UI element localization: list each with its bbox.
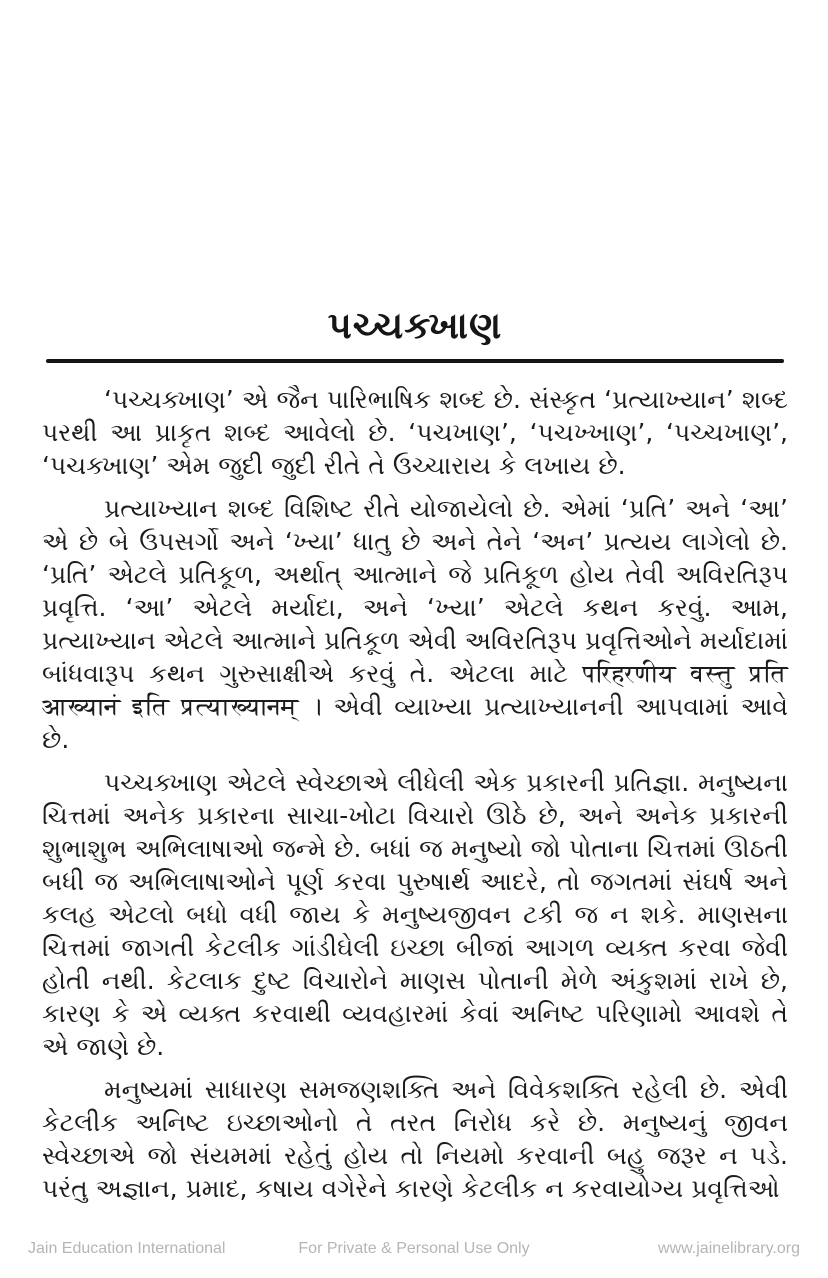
footer-website-label: www.jainelibrary.org [658,1240,800,1257]
paragraph-etymology: પ્રત્યાખ્યાન શબ્દ વિશિષ્ટ રીતે યોજાયેલો છે. એમાં ‘પ્રતિ’ અને ‘આ’ એ છે બે ઉપસર્ગો અને ‘ખ્યા’ ધાતુ છે અને તેને ‘અન’ પ્રત્યય લાગેલો છે. ‘પ્રતિ’ એટલે પ્રતિકૂળ, અર્થાત્ આત્માને જે પ્રતિકૂળ હોય તેવી અવિરતિરૂપ પ્રવૃત્તિ. ‘આ’ એટલે મર્યાદા, અને ‘ખ્યા’ એટલે કથન કરવું. આમ, પ્રત્યાખ્યાન એટલે આત્માને પ્રતિકૂળ એવી અવિરતિરૂપ પ્રવૃત્તિઓને મર્યાદામાં બાંધવારૂપ કથન ગુરુસાક્ષીએ કરવું તે. એટલા માટે परिहरणीय वस्तु प्रति आख्यानं इति प्रत्याख्यानम् । એવી વ્યાખ્યા પ્રત્યાખ્યાનની આપવામાં આવે છે. [42,493,788,754]
page-content [42,0,788,1205]
page-footer [0,1240,828,1258]
title-divider-rule [46,359,784,363]
footer-usage-label: For Private & Personal Use Only [298,1240,530,1257]
page-title: પચ્ચક્ખાણ [327,304,503,347]
paragraph-intro: ‘પચ્ચક્ખાણ’ એ જૈન પારિભાષિક શબ્દ છે. સંસ્કૃત ‘પ્રત્યાખ્યાન’ શબ્દ પરથી આ પ્રાકૃત શબ્દ આવેલો છે. ‘પચખાણ’, ‘પચખ્ખાણ’, ‘પચ્ચખાણ’, ‘પચક્ખાણ’ એમ જુદી જુદી રીતે તે ઉચ્ચારાય કે લખાય છે. [42,384,788,480]
footer-publisher-label: Jain Education International [28,1240,226,1257]
paragraph-discretion: મનુષ્યમાં સાધારણ સમજણશક્તિ અને વિવેકશક્તિ રહેલી છે. એવી કેટલીક અનિષ્ટ ઇચ્છાઓનો તે તરત નિરોધ કરે છે. મનુષ્યનું જીવન સ્વેચ્છાએ જો સંયમમાં રહેતું હોય તો નિયમો કરવાની બહુ જરૂર ન પડે. પરંતુ અજ્ઞાન, પ્રમાદ, કષાય વગેરેને કારણે કેટલીક ન કરવાયોગ્ય પ્રવૃત્તિઓ [42,1074,788,1203]
paragraph-meaning: પચ્ચક્ખાણ એટલે સ્વેચ્છાએ લીધેલી એક પ્રકારની પ્રતિજ્ઞા. મનુષ્યના ચિત્તમાં અનેક પ્રકારના સાચા-ખોટા વિચારો ઊઠે છે, અને અનેક પ્રકારની શુભાશુભ અભિલાષાઓ જન્મે છે. બધાં જ મનુષ્યો જો પોતાના ચિત્તમાં ઊઠતી બધી જ અભિલાષાઓને પૂર્ણ કરવા પુરુષાર્થ આદરે, તો જગતમાં સંઘર્ષ અને કલહ એટલો બધો વધી જાય કે મનુષ્યજીવન ટકી જ ન શકે. માણસના ચિત્તમાં જાગતી કેટલીક ગાંડીઘેલી ઇચ્છા બીજાં આગળ વ્યક્ત કરવા જેવી હોતી નથી. કેટલાક દુષ્ટ વિચારોને માણસ પોતાની મેળે અંકુશમાં રાખે છે, કારણ કે એ વ્યક્ત કરવાથી વ્યવહારમાં કેવાં અનિષ્ટ પરિણામો આવશે તે એ જાણે છે. [42,767,788,1061]
